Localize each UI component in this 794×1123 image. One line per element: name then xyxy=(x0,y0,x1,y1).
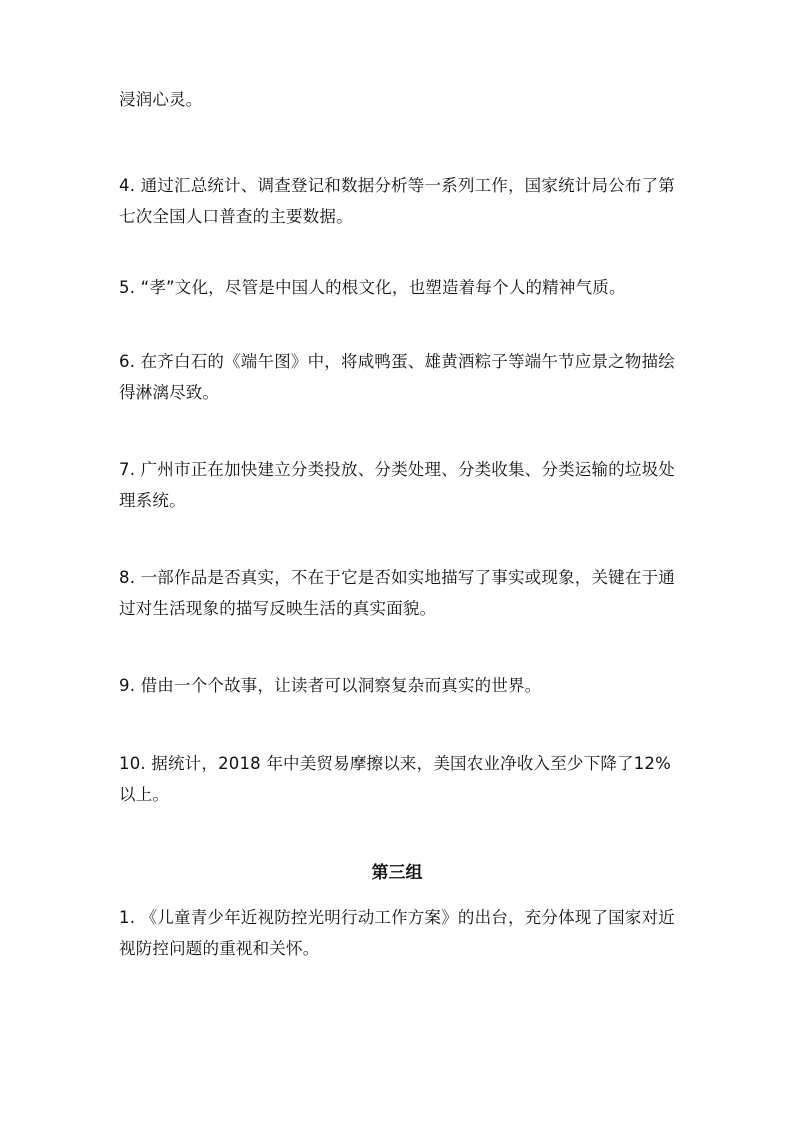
paragraph-item-7: 7. 广州市正在加快建立分类投放、分类处理、分类收集、分类运输的垃圾处理系统。 xyxy=(119,460,675,510)
paragraph-item-8: 8. 一部作品是否真实，不在于它是否如实地描写了事实或现象，关键在于通过对生活现象的描写反映生活的真实面貌。 xyxy=(119,568,675,618)
paragraph-item-5: 5. “孝”文化，尽管是中国人的根文化，也塑造着每个人的精神气质。 xyxy=(119,278,626,297)
paragraph-item-9: 9. 借由一个个故事，让读者可以洞察复杂而真实的世界。 xyxy=(119,676,542,695)
paragraph-item-10: 10. 据统计，2018 年中美贸易摩擦以来，美国农业净收入至少下降了12%以上。 xyxy=(119,754,671,804)
section-paragraph-item-1: 1. 《儿童青少年近视防控光明行动工作方案》的出台，充分体现了国家对近视防控问题的重视和关怀。 xyxy=(119,908,675,958)
section-heading: 第三组 xyxy=(371,863,423,883)
paragraph-item-4: 4. 通过汇总统计、调查登记和数据分析等一系列工作，国家统计局公布了第七次全国人口普查的主要数据。 xyxy=(119,176,675,226)
paragraph-item-6: 6. 在齐白石的《端午图》中，将咸鸭蛋、雄黄酒粽子等端午节应景之物描绘得淋漓尽致。 xyxy=(119,352,675,402)
paragraph-continuation: 浸润心灵。 xyxy=(119,90,203,109)
